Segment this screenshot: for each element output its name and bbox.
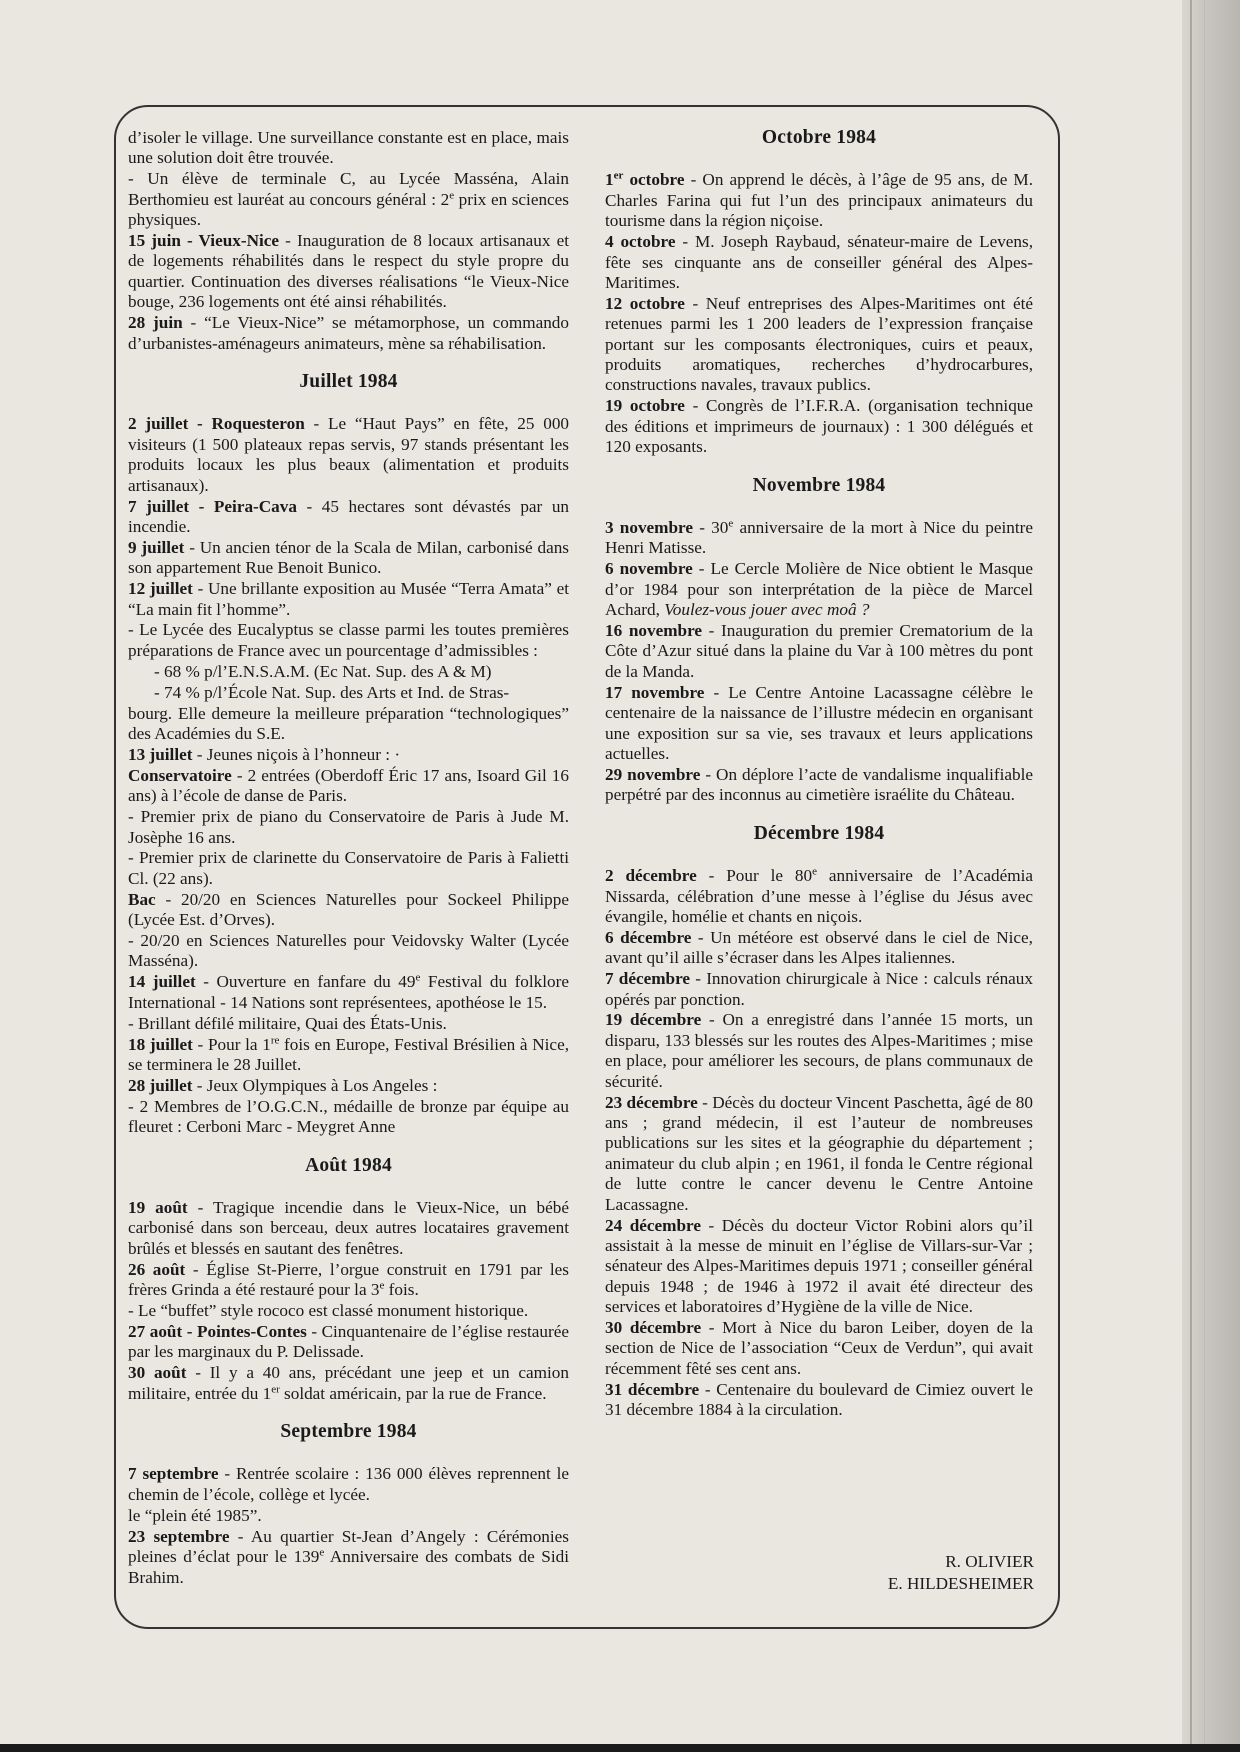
month-heading: Décembre 1984: [753, 822, 885, 844]
chronicle-entry: [128, 128, 569, 169]
entry-text: le “plein été 1985”.: [128, 1505, 262, 1525]
chronicle-entry: [128, 890, 569, 931]
left-column: [128, 128, 569, 1588]
chronicle-entry: [128, 848, 569, 889]
chronicle-entry: [128, 1198, 569, 1259]
entry-text: - Mort à Nice du baron Leiber, doyen de la section de Nice de l’association “Ceux de Verdun”, qui avait récemment fêté ses cent ans.: [605, 1318, 1033, 1378]
entry-text: - Un ancien ténor de la Scala de Milan, carbonisé dans son appartement Rue Benoit Bunico.: [128, 537, 569, 578]
chronicle-entry: [128, 745, 569, 765]
chronicle-entry: [605, 866, 1033, 927]
entry-date: 12 juillet: [128, 579, 193, 599]
chronicle-entry: [128, 766, 569, 807]
entry-text: e: [415, 971, 421, 984]
entry-text: e: [728, 517, 734, 530]
entry-text: e: [379, 1279, 385, 1292]
entry-text: - On a enregistré dans l’année 15 morts, un disparu, 133 blessés sur les routes des Alpes-Maritimes ; mise en place, pour améliorer les secours, de plans communaux de sécurité.: [605, 1010, 1033, 1091]
entry-text: er: [271, 1382, 280, 1395]
entry-text: - Rentrée scolaire : 136 000 élèves reprennent le chemin de l’école, collège et lycée.: [128, 1464, 569, 1504]
entry-text: - Le Cercle Molière de Nice obtient le Masque d’or 1984 pour son interprétation de la pièce de Marcel Achard,: [605, 559, 1033, 620]
entry-date: 2 décembre: [605, 866, 697, 886]
chronicle-entry: [605, 232, 1033, 293]
chronicle-entry: [128, 807, 569, 848]
chronicle-entry: [128, 231, 569, 313]
chronicle-entry: [128, 1322, 569, 1363]
entry-text: - “Le Vieux-Nice” se métamorphose, un commando d’urbanistes-aménageurs animateurs, mène sa réhabilisation.: [128, 313, 569, 353]
chronicle-entry: [605, 928, 1033, 969]
entry-date: 26 août: [128, 1259, 186, 1279]
entry-date: 30 décembre: [605, 1318, 702, 1338]
chronicle-entry: [605, 1093, 1033, 1215]
entry-text: - On apprend le décès, à l’âge de 95 ans, de M. Charles Farina qui fut l’un des principaux animateurs du tourisme dans la région niçoise.: [605, 170, 1033, 231]
chronicle-entry: [128, 497, 569, 538]
entry-date: 19 décembre: [605, 1010, 702, 1030]
signature-line-2: E. HILDESHEIMER: [887, 1574, 1034, 1593]
entry-date: 13 juillet: [128, 744, 193, 764]
entry-date: 7 juillet - Peira-Cava: [128, 496, 297, 516]
bottom-edge: [0, 1744, 1240, 1752]
page-edge: [1182, 0, 1240, 1752]
entry-date: 17 novembre: [605, 682, 705, 702]
chronicle-entry: [128, 1527, 569, 1588]
month-heading: Novembre 1984: [752, 474, 886, 496]
chronicle-entry: [605, 621, 1033, 682]
chronicle-entry: [605, 1216, 1033, 1318]
chronicle-entry: [128, 1301, 569, 1321]
entry-text: e: [812, 865, 817, 878]
entry-date: 31 décembre: [605, 1379, 700, 1399]
entry-date: 28 juin: [128, 313, 183, 333]
entry-date: 6 décembre: [605, 927, 692, 947]
month-heading: Septembre 1984: [280, 1421, 417, 1443]
chronicle-entry: [605, 559, 1033, 620]
chronicle-entry: [605, 1318, 1033, 1379]
entry-date: 27 août - Pointes-Contes: [128, 1321, 307, 1341]
entry-date: octobre: [623, 170, 685, 190]
entry-date: 19 août: [128, 1198, 188, 1217]
entry-date: 29 novembre: [605, 764, 701, 784]
entry-date: Conservatoire: [128, 765, 232, 785]
chronicle-entry: [128, 538, 569, 579]
entry-text: soldat américain, par la rue de France.: [279, 1383, 547, 1403]
entry-text: - Décès du docteur Vincent Paschetta, âgé de 80 ans ; grand médecin, il est l’auteur de nombreuses publications sur les sites et la géographie du département ; animateur du club alpin ; en 1961, il fonda le Centre régional de lutte contre le cancer devenu le Centre Antoine Lacassagne.: [605, 1092, 1033, 1214]
entry-text: d’isoler le village. Une surveillance constante est en place, mais une solution doit être trouvée.: [128, 128, 569, 168]
entry-text: - Un élève de terminale C, au Lycée Masséna, Alain Berthomieu est lauréat au concours général : 2: [128, 169, 569, 209]
entry-text: - Le Centre Antoine Lacassagne célèbre le centenaire de la naissance de l’illustre médecin en organisant une exposition sur sa vie, ses travaux et leurs applications actuelles.: [605, 682, 1034, 763]
chronicle-entry: [128, 1014, 569, 1034]
entry-text: fois.: [384, 1280, 419, 1300]
entry-date: 18 juillet: [128, 1034, 193, 1054]
signature-line-1: R. OLIVIER: [945, 1552, 1034, 1571]
entry-text: Voulez-vous jouer avec moâ ?: [664, 600, 870, 620]
chronicle-entry: [605, 1010, 1033, 1092]
entry-text: - Pour la 1: [192, 1034, 271, 1054]
entry-date: 6 novembre: [605, 559, 693, 579]
chronicle-entry: [128, 972, 569, 1013]
entry-text: - Jeux Olympiques à Los Angeles :: [192, 1075, 438, 1095]
entry-date: 7 décembre: [605, 969, 691, 989]
entry-text: - Premier prix de clarinette du Conservatoire de Paris à Falietti Cl. (22 ans).: [128, 848, 569, 888]
entry-text: - Neuf entreprises des Alpes-Maritimes ont été retenues parmi les 1 200 leaders de l’expression française portant sur les composants électroniques, cuirs et peaux, produits aromatiques, recherches d’hydrocarbures, constructions navales, travaux publics.: [605, 293, 1033, 395]
chronicle-entry: [605, 765, 1033, 806]
entry-date: 15 juin - Vieux-Nice: [128, 231, 280, 251]
entry-text: - Église St-Pierre, l’orgue construit en 1791 par les frères Grinda a été restauré pour la 3: [128, 1259, 569, 1300]
entry-text: anniversaire de l’Académia Nissarda, célébration d’une messe à l’église du Jésus avec évangile, homélie et chants en niçois.: [605, 866, 1033, 926]
entry-text: - 68 % p/l’E.N.S.A.M. (Ec Nat. Sup. des A & M): [154, 661, 492, 681]
entry-date: Bac: [128, 889, 156, 909]
chronicle-entry: [605, 170, 1033, 231]
entry-date: 14 juillet: [128, 972, 196, 992]
entry-text: - On déplore l’acte de vandalisme inqualifiable perpétré par des inconnus au cimetière israélite du Château.: [605, 764, 1033, 805]
entry-text: - Ouverture en fanfare du 49: [195, 972, 416, 992]
chronicle-entry: [128, 620, 569, 661]
entry-text: - Il y a 40 ans, précédant une jeep et un camion militaire, entrée du 1: [128, 1363, 569, 1403]
entry-date: 23 septembre: [128, 1526, 230, 1546]
entry-text: - 30: [693, 518, 729, 537]
entry-date: 7 septembre: [128, 1464, 219, 1484]
entry-text: re: [270, 1033, 280, 1046]
entry-text: Anniversaire des combats de Sidi Brahim.: [128, 1547, 569, 1587]
chronicle-entry: [128, 1260, 569, 1301]
chronicle-entry: [128, 414, 569, 496]
chronicle-entry: [605, 396, 1033, 457]
entry-date: 12 octobre: [605, 293, 685, 313]
right-column: [605, 128, 1033, 1421]
entry-date: 19 octobre: [605, 396, 685, 416]
entry-date: 30 août: [128, 1363, 187, 1383]
entry-text: fois en Europe, Festival Brésilien à Nice, se terminera le 28 Juillet.: [128, 1034, 569, 1074]
entry-text: - Premier prix de piano du Conservatoire de Paris à Jude M. Josèphe 16 ans.: [128, 807, 569, 847]
chronicle-entry: [605, 1380, 1033, 1421]
entry-text: - Innovation chirurgicale à Nice : calculs rénaux opérés par ponction.: [605, 969, 1033, 1009]
entry-date: 24 décembre: [605, 1215, 701, 1235]
entry-text: - 20/20 en Sciences Naturelles pour Veidovsky Walter (Lycée Masséna).: [128, 931, 569, 971]
entry-text: e: [449, 188, 455, 201]
chronicle-entry: [605, 683, 1033, 765]
entry-text: prix en sciences physiques.: [128, 189, 569, 230]
entry-text: - Pour le 80: [696, 866, 813, 886]
entry-text: - Tragique incendie dans le Vieux-Nice, un bébé carbonisé dans son berceau, deux autres locataires gravement brûlés et blessés en sautant des fenêtres.: [128, 1198, 569, 1258]
entry-date: 1: [605, 170, 614, 190]
chronicle-entry: [128, 662, 569, 682]
chronicle-entry: [128, 1506, 569, 1526]
entry-date: 2 juillet - Roquesteron: [128, 414, 305, 434]
entry-text: - Décès du docteur Victor Robini alors qu’il assistait à la messe de minuit en l’église de Villars-sur-Var ; sénateur des Alpes-Maritimes depuis 1971 ; conseiller général depuis 1948 ; de 1946 à 1972 il avait été directeur des services et laboratoires d’Hygiène de la ville de Nice.: [605, 1215, 1033, 1317]
month-heading: Juillet 1984: [299, 370, 398, 392]
month-heading: Août 1984: [305, 1154, 392, 1176]
entry-text: Festival du folklore International - 14 Nations sont représentees, apothéose le 15.: [128, 972, 569, 1012]
entry-date: er: [613, 169, 624, 182]
entry-date: 16 novembre: [605, 621, 703, 641]
entry-date: 23 décembre: [605, 1092, 698, 1112]
entry-text: - Congrès de l’I.F.R.A. (organisation technique des éditions et imprimeurs de journaux) : 1 300 délégués et 120 exposants.: [605, 396, 1034, 457]
entry-text: - 20/20 en Sciences Naturelles pour Sockeel Philippe (Lycée Est. d’Orves).: [128, 889, 569, 930]
entry-text: - Centenaire du boulevard de Cimiez ouvert le 31 décembre 1884 à la circulation.: [605, 1379, 1033, 1420]
entry-text: - 45 hectares sont dévastés par un incendie.: [128, 496, 570, 536]
entry-text: - M. Joseph Raybaud, sénateur-maire de Levens, fête ses cinquante ans de conseiller général des Alpes-Maritimes.: [605, 232, 1033, 292]
entry-text: bourg. Elle demeure la meilleure préparation “technologiques” des Académies du S.E.: [128, 703, 569, 743]
entry-text: - Inauguration du premier Crematorium de la Côte d’Azur situé dans la plaine du Var à 100 mètres du pont de la Manda.: [605, 621, 1033, 681]
entry-text: - Le “Haut Pays” en fête, 25 000 visiteurs (1 500 plateaux repas servis, 97 stands présentant les produits locaux les plus beaux (alimentation et produits artisanaux).: [128, 414, 570, 495]
chronicle-entry: [128, 1464, 569, 1505]
chronicle-entry: [128, 579, 569, 620]
chronicle-entry: [605, 518, 1033, 559]
entry-date: 4 octobre: [605, 232, 676, 252]
chronicle-entry: [128, 931, 569, 972]
entry-text: - 74 % p/l’École Nat. Sup. des Arts et Ind. de Stras-: [154, 682, 510, 702]
chronicle-entry: [128, 704, 569, 745]
entry-text: - Un météore est observé dans le ciel de Nice, avant qu’il aille s’écraser dans les Alpes italiennes.: [605, 927, 1033, 968]
entry-text: - Une brillante exposition au Musée “Terra Amata” et “La main fit l’homme”.: [128, 579, 569, 619]
entry-text: - Au quartier St-Jean d’Angely : Cérémonies pleines d’éclat pour le 139: [128, 1526, 569, 1567]
entry-date: 9 juillet: [128, 537, 185, 557]
chronicle-entry: [128, 1097, 569, 1138]
entry-text: - Inauguration de 8 locaux artisanaux et de logements réhabilités dans le respect du style propre du quartier. Continuation des diverses réalisations “le Vieux-Nice bouge, 236 logements ont été ainsi réhabilités.: [128, 231, 569, 312]
entry-text: - Jeunes niçois à l’honneur : ·: [192, 744, 401, 764]
entry-text: - Cinquantenaire de l’église restaurée par les marginaux du P. Delissade.: [128, 1321, 569, 1362]
chronicle-entry: [128, 1076, 569, 1096]
entry-text: - 2 entrées (Oberdoff Éric 17 ans, Isoard Gil 16 ans) à l’école de danse de Paris.: [128, 765, 569, 806]
chronicle-entry: [128, 1363, 569, 1404]
entry-text: e: [319, 1546, 325, 1559]
entry-date: 28 juillet: [128, 1075, 193, 1095]
chronicle-entry: [128, 683, 569, 703]
chronicle-entry: [128, 169, 569, 230]
entry-text: - 2 Membres de l’O.G.C.N., médaille de bronze par équipe au fleuret : Cerboni Marc - Meygret Anne: [128, 1096, 569, 1137]
month-heading: Octobre 1984: [761, 127, 877, 148]
signature: [820, 1551, 1034, 1595]
chronicle-entry: [128, 1035, 569, 1076]
entry-text: - Le “buffet” style rococo est classé monument historique.: [128, 1301, 529, 1321]
chronicle-entry: [605, 969, 1033, 1010]
entry-text: - Le Lycée des Eucalyptus se classe parmi les toutes premières préparations de France avec un pourcentage d’admissibles :: [128, 620, 569, 660]
entry-text: anniversaire de la mort à Nice du peintre Henri Matisse.: [605, 518, 1033, 558]
entry-date: 3 novembre: [605, 518, 694, 537]
chronicle-entry: [128, 313, 569, 354]
entry-text: - Brillant défilé militaire, Quai des États-Unis.: [128, 1013, 447, 1033]
chronicle-entry: [605, 294, 1033, 396]
